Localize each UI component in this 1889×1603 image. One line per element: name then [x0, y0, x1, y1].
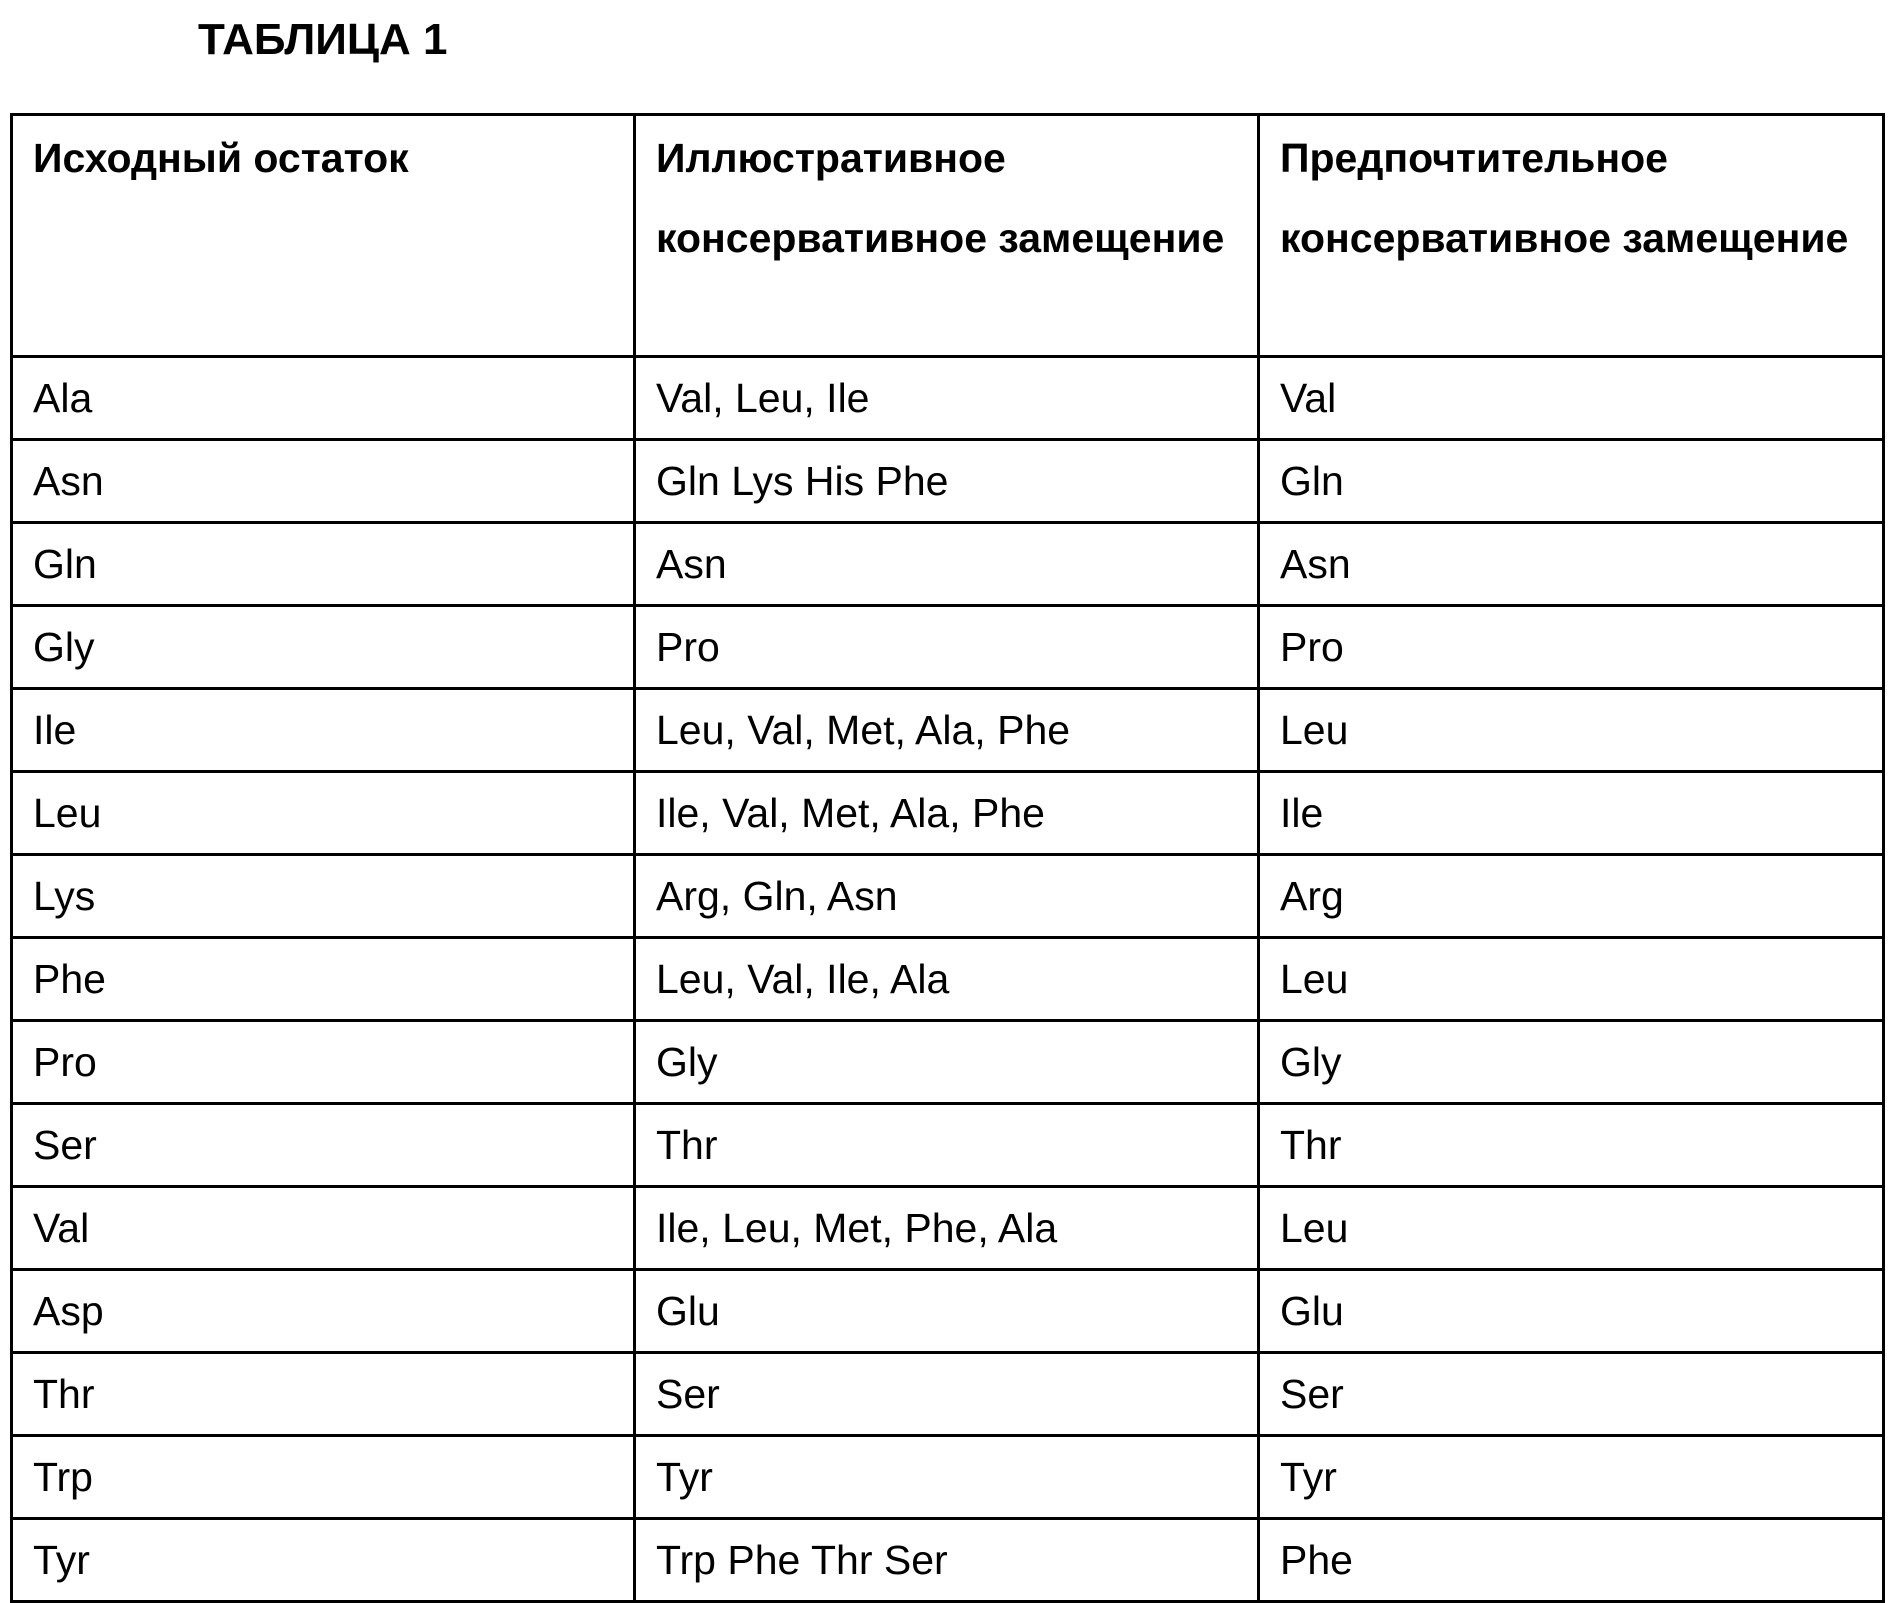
table-row: [12, 606, 1884, 689]
cell-illustrative-substitution: Gly: [635, 1021, 1259, 1104]
cell-illustrative-substitution: Ile, Val, Met, Ala, Phe: [635, 772, 1259, 855]
cell-original-residue: Lys: [12, 855, 635, 938]
cell-preferred-substitution: Pro: [1259, 606, 1884, 689]
cell-original-residue: Pro: [12, 1021, 635, 1104]
cell-preferred-substitution: Gln: [1259, 440, 1884, 523]
cell-original-residue: Val: [12, 1187, 635, 1270]
cell-preferred-substitution: Phe: [1259, 1519, 1884, 1602]
cell-preferred-substitution: Tyr: [1259, 1436, 1884, 1519]
table-row: [12, 1187, 1884, 1270]
cell-original-residue: Ala: [12, 357, 635, 440]
substitution-table: [10, 113, 1885, 1603]
cell-illustrative-substitution: Ser: [635, 1353, 1259, 1436]
table-caption: ТАБЛИЦА 1: [198, 15, 448, 64]
table-row: [12, 1270, 1884, 1353]
table-row: [12, 938, 1884, 1021]
cell-original-residue: Asn: [12, 440, 635, 523]
cell-preferred-substitution: Arg: [1259, 855, 1884, 938]
cell-preferred-substitution: Ser: [1259, 1353, 1884, 1436]
table-row: [12, 1436, 1884, 1519]
table-row: [12, 855, 1884, 938]
cell-original-residue: Gly: [12, 606, 635, 689]
table-row: [12, 523, 1884, 606]
table-header: [12, 115, 1884, 357]
table-row: [12, 1353, 1884, 1436]
table-row: [12, 1021, 1884, 1104]
cell-preferred-substitution: Leu: [1259, 1187, 1884, 1270]
table-row: [12, 689, 1884, 772]
header-preferred-substitution: Предпочтительное консервативное замещение: [1259, 115, 1884, 357]
cell-original-residue: Ile: [12, 689, 635, 772]
cell-preferred-substitution: Glu: [1259, 1270, 1884, 1353]
cell-original-residue: Thr: [12, 1353, 635, 1436]
cell-illustrative-substitution: Thr: [635, 1104, 1259, 1187]
header-original-residue: Исходный остаток: [12, 115, 635, 357]
cell-preferred-substitution: Gly: [1259, 1021, 1884, 1104]
cell-illustrative-substitution: Leu, Val, Met, Ala, Phe: [635, 689, 1259, 772]
cell-illustrative-substitution: Pro: [635, 606, 1259, 689]
cell-original-residue: Tyr: [12, 1519, 635, 1602]
cell-illustrative-substitution: Glu: [635, 1270, 1259, 1353]
cell-illustrative-substitution: Arg, Gln, Asn: [635, 855, 1259, 938]
cell-illustrative-substitution: Trp Phe Thr Ser: [635, 1519, 1259, 1602]
header-row: [12, 115, 1884, 357]
table-row: [12, 357, 1884, 440]
cell-original-residue: Gln: [12, 523, 635, 606]
cell-preferred-substitution: Asn: [1259, 523, 1884, 606]
cell-original-residue: Leu: [12, 772, 635, 855]
table-row: [12, 1104, 1884, 1187]
cell-preferred-substitution: Leu: [1259, 938, 1884, 1021]
cell-illustrative-substitution: Tyr: [635, 1436, 1259, 1519]
cell-illustrative-substitution: Gln Lys His Phe: [635, 440, 1259, 523]
cell-preferred-substitution: Thr: [1259, 1104, 1884, 1187]
cell-preferred-substitution: Val: [1259, 357, 1884, 440]
table-row: [12, 772, 1884, 855]
cell-illustrative-substitution: Val, Leu, Ile: [635, 357, 1259, 440]
cell-original-residue: Phe: [12, 938, 635, 1021]
table-row: [12, 1519, 1884, 1602]
cell-original-residue: Ser: [12, 1104, 635, 1187]
cell-preferred-substitution: Ile: [1259, 772, 1884, 855]
table-row: [12, 440, 1884, 523]
header-illustrative-substitution: Иллюстративное консервативное замещение: [635, 115, 1259, 357]
cell-original-residue: Asp: [12, 1270, 635, 1353]
cell-illustrative-substitution: Leu, Val, Ile, Ala: [635, 938, 1259, 1021]
table-body: [12, 357, 1884, 1602]
cell-illustrative-substitution: Asn: [635, 523, 1259, 606]
cell-preferred-substitution: Leu: [1259, 689, 1884, 772]
cell-original-residue: Trp: [12, 1436, 635, 1519]
cell-illustrative-substitution: Ile, Leu, Met, Phe, Ala: [635, 1187, 1259, 1270]
